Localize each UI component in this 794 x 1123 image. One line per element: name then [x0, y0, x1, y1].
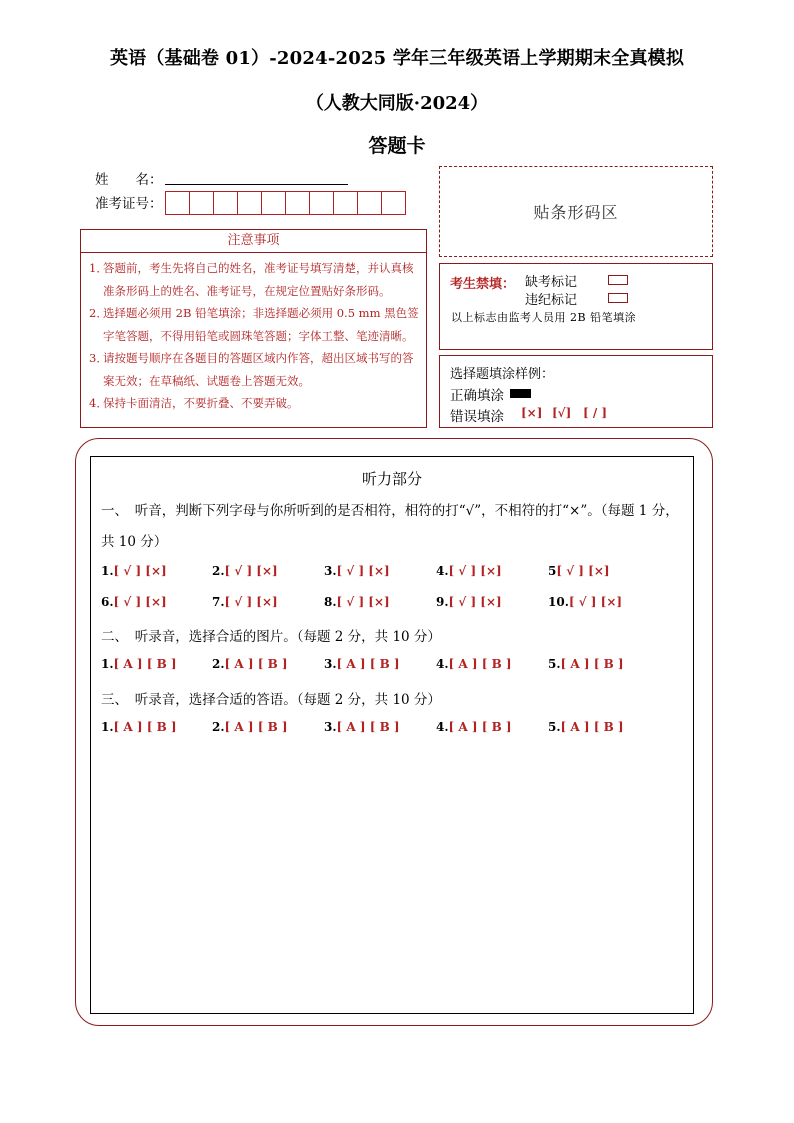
question-number: 1. — [101, 564, 114, 578]
part1-instruction-cont: 共 10 分） — [101, 534, 168, 550]
answer-choice[interactable] — [212, 595, 278, 609]
answer-options[interactable]: [ √ ] [×] — [113, 564, 167, 578]
id-digit-box[interactable] — [165, 191, 190, 215]
notice-item-number: 4． — [89, 396, 108, 410]
answer-choice[interactable] — [324, 564, 390, 578]
question-number: 4. — [436, 720, 449, 734]
barcode-label: 贴条形码区 — [533, 203, 619, 222]
id-number-boxes[interactable] — [165, 191, 405, 215]
answer-sheet-title: 答题卡 — [368, 135, 426, 157]
question-number: 5 — [548, 564, 557, 578]
wrong-fill-mark: [×] — [521, 406, 543, 420]
notice-item-number: 1． — [89, 261, 108, 275]
question-number: 5. — [548, 720, 561, 734]
answer-choice[interactable] — [212, 720, 288, 734]
answer-choice[interactable] — [436, 595, 502, 609]
notice-item — [89, 392, 420, 415]
answer-options[interactable]: [ A ] [ B ] — [448, 657, 512, 671]
answer-options[interactable]: [ A ] [ B ] — [113, 657, 177, 671]
notice-item — [89, 257, 420, 302]
answer-choice[interactable] — [324, 657, 400, 671]
answer-choice[interactable] — [436, 564, 502, 578]
fill-sample-box — [439, 355, 713, 428]
question-number: 10. — [548, 595, 569, 609]
answer-choice[interactable] — [324, 595, 390, 609]
wrong-fill-mark: [ / ] — [583, 406, 608, 420]
notice-item — [89, 302, 420, 347]
answer-options[interactable]: [ A ] [ B ] — [560, 720, 624, 734]
id-label: 准考证号： — [95, 196, 163, 212]
absent-mark-label: 缺考标记 — [525, 275, 578, 290]
question-number: 1. — [101, 657, 114, 671]
violation-mark-box[interactable] — [608, 293, 628, 303]
answer-options[interactable]: [ √ ] [×] — [336, 595, 390, 609]
answer-options[interactable]: [ A ] [ B ] — [113, 720, 177, 734]
answer-choice[interactable] — [101, 657, 177, 671]
answer-options[interactable]: [ √ ] [×] — [568, 595, 623, 609]
answer-options[interactable]: [ √ ] [×] — [448, 564, 502, 578]
question-number: 2. — [212, 564, 225, 578]
question-number: 5. — [548, 657, 561, 671]
examiner-note: 以上标志由监考人员用 2B 铅笔填涂 — [451, 311, 637, 324]
answer-choice[interactable] — [212, 564, 278, 578]
fill-sample-title: 选择题填涂样例： — [450, 367, 555, 382]
question-number: 7. — [212, 595, 225, 609]
violation-mark-label: 违纪标记 — [525, 293, 578, 308]
notice-item — [89, 347, 420, 392]
answer-choice[interactable] — [548, 564, 610, 578]
id-digit-box[interactable] — [285, 191, 310, 215]
answer-options[interactable]: [ √ ] [×] — [448, 595, 502, 609]
answer-options[interactable]: [ A ] [ B ] — [224, 720, 288, 734]
answer-options[interactable]: [ √ ] [×] — [336, 564, 390, 578]
question-number: 4. — [436, 564, 449, 578]
id-digit-box[interactable] — [357, 191, 382, 215]
listening-section-title: 听力部分 — [361, 470, 422, 488]
answer-choice[interactable] — [212, 657, 288, 671]
answer-choice[interactable] — [436, 720, 512, 734]
notice-heading: 注意事项 — [81, 230, 426, 253]
notice-item-text: 选择题必须用 2B 铅笔填涂；非选择题必须用 0.5 mm 黑色签字笔答题，不得用铅笔或圆珠笔答题；字体工整、笔迹清晰。 — [103, 306, 419, 343]
id-digit-box[interactable] — [237, 191, 262, 215]
question-number: 2. — [212, 657, 225, 671]
answer-choice[interactable] — [324, 720, 400, 734]
answer-options[interactable]: [ √ ] [×] — [556, 564, 610, 578]
answer-options[interactable]: [ √ ] [×] — [224, 595, 278, 609]
answer-choice[interactable] — [436, 657, 512, 671]
answer-choice[interactable] — [548, 720, 624, 734]
answer-choice[interactable] — [548, 657, 624, 671]
question-number: 3. — [324, 657, 337, 671]
id-digit-box[interactable] — [309, 191, 334, 215]
exam-edition: （人教大同版·2024） — [305, 93, 489, 114]
answer-options[interactable]: [ √ ] [×] — [224, 564, 278, 578]
name-label: 姓 名： — [95, 172, 163, 188]
notice-item-text: 保持卡面清洁，不要折叠、不要弄破。 — [103, 396, 299, 410]
part1-instruction: 一、 听音，判断下列字母与你所听到的是否相符，相符的打“√”，不相符的打“×”。（每题 1 分， — [101, 503, 679, 519]
id-digit-box[interactable] — [213, 191, 238, 215]
wrong-fill-label: 错误填涂 — [450, 409, 504, 425]
answer-choice[interactable] — [548, 595, 622, 609]
question-number: 1. — [101, 720, 114, 734]
part3-instruction: 三、 听录音，选择合适的答语。（每题 2 分，共 10 分） — [101, 692, 441, 708]
answer-options[interactable]: [ A ] [ B ] — [336, 720, 400, 734]
id-digit-box[interactable] — [261, 191, 286, 215]
question-number: 3. — [324, 720, 337, 734]
correct-fill-label: 正确填涂 — [450, 388, 504, 404]
wrong-fill-mark: [√] — [552, 406, 572, 420]
notice-box — [80, 229, 427, 428]
notice-item-number: 2． — [89, 306, 108, 320]
correct-fill-mark — [510, 389, 531, 398]
question-number: 4. — [436, 657, 449, 671]
id-digit-box[interactable] — [189, 191, 214, 215]
question-number: 3. — [324, 564, 337, 578]
answer-options[interactable]: [ A ] [ B ] — [336, 657, 400, 671]
notice-item-text: 答题前，考生先将自己的姓名，准考证号填写清楚，并认真核准条形码上的姓名、准考证号，在规定位置贴好条形码。 — [103, 261, 414, 298]
barcode-area — [439, 166, 713, 257]
notice-item-number: 3． — [89, 351, 108, 365]
name-field[interactable] — [165, 184, 348, 185]
id-digit-box[interactable] — [381, 191, 406, 215]
id-digit-box[interactable] — [333, 191, 358, 215]
absent-mark-box[interactable] — [608, 275, 628, 285]
examiner-only-box — [439, 263, 713, 350]
answer-options[interactable]: [ A ] [ B ] — [448, 720, 512, 734]
answer-options[interactable]: [ A ] [ B ] — [224, 657, 288, 671]
answer-options[interactable]: [ A ] [ B ] — [560, 657, 624, 671]
notice-item-text: 请按题号顺序在各题目的答题区域内作答，超出区域书写的答案无效；在草稿纸、试题卷上答题无效。 — [103, 351, 414, 388]
exam-title: 英语（基础卷 01）-2024-2025 学年三年级英语上学期期末全真模拟 — [109, 48, 685, 69]
answer-choice[interactable] — [101, 595, 167, 609]
question-number: 9. — [436, 595, 449, 609]
answer-area — [90, 456, 694, 1014]
answer-choice[interactable] — [101, 564, 167, 578]
answer-choice[interactable] — [101, 720, 177, 734]
question-number: 8. — [324, 595, 337, 609]
answer-options[interactable]: [ √ ] [×] — [113, 595, 167, 609]
examiner-only-label: 考生禁填： — [450, 277, 516, 292]
part2-instruction: 二、 听录音，选择合适的图片。（每题 2 分，共 10 分） — [101, 629, 441, 645]
question-number: 2. — [212, 720, 225, 734]
question-number: 6. — [101, 595, 114, 609]
